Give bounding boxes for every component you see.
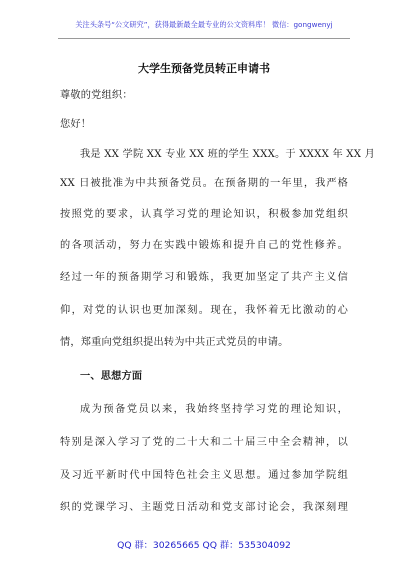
paragraph-2-line-4: 织的党课学习、主题党日活动和党支部讨论会，我深刻理: [60, 502, 348, 513]
header-divider: [58, 38, 350, 39]
paragraph-2-line-1: 成为预备党员以来，我始终坚持学习党的理论知识，: [80, 404, 348, 415]
paragraph-1-line-5: 经过一年的预备期学习和锻炼，我更加坚定了共产主义信: [60, 272, 348, 283]
section-1-heading: 一、思想方面: [80, 370, 143, 382]
salutation: 尊敬的党组织：: [60, 90, 133, 101]
paragraph-1-line-3: 按照党的要求，认真学习党的理论知识，积极参加党组织: [60, 209, 348, 220]
paragraph-1-line-4: 的各项活动，努力在实践中锻炼和提升自己的党性修养。: [60, 240, 348, 251]
paragraph-2-line-3: 及习近平新时代中国特色社会主义思想。通过参加学院组: [60, 470, 348, 481]
header-banner: 关注头条号“公文研究”，获得最新最全最专业的公文资料库！ 微信：gongwenyj: [75, 20, 333, 29]
paragraph-1-line-7: 情，郑重向党组织提出转为中共正式党员的申请。: [60, 337, 289, 348]
footer-contact: QQ 群：30265665 QQ 群：535304092: [117, 540, 291, 551]
paragraph-1-line-1: 我是 XX 学院 XX 专业 XX 班的学生 XXX。于 XXXX 年 XX 月: [80, 149, 376, 160]
paragraph-1-line-6: 仰，对党的认识也更加深刻。现在，我怀着无比激动的心: [60, 305, 348, 316]
document-title: 大学生预备党员转正申请书: [138, 62, 270, 75]
paragraph-2-line-2: 特别是深入学习了党的二十大和二十届三中全会精神，以: [60, 437, 348, 448]
paragraph-1-line-2: XX 日被批准为中共预备党员。在预备期的一年里，我严格: [60, 178, 348, 189]
greeting: 您好！: [60, 119, 92, 130]
